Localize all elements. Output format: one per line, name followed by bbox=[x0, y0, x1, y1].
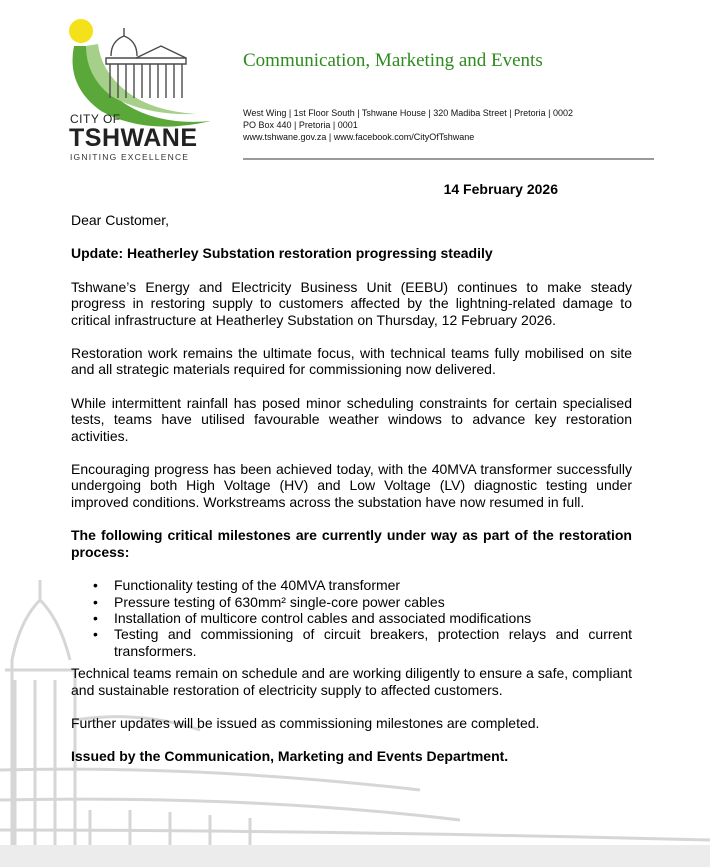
logo-tshwane: TSHWANE bbox=[69, 124, 198, 152]
subject-line: Update: Heatherley Substation restoration progressing steadily bbox=[71, 245, 493, 262]
department-title: Communication, Marketing and Events bbox=[243, 50, 543, 71]
address-line-3: www.tshwane.gov.za | www.facebook.com/CityOfTshwane bbox=[243, 132, 475, 142]
header-divider bbox=[243, 158, 654, 160]
paragraph: While intermittent rainfall has posed minor scheduling constraints for certain specialised tests, teams have utilised favourable weather windows to advance key restoration activities. bbox=[71, 394, 632, 444]
paragraph: Encouraging progress has been achieved today, with the 40MVA transformer successfully undergoing both High Voltage (HV) and Low Voltage (LV) diagnostic testing under improved conditions. Workstreams across the substation have now resumed in full. bbox=[71, 461, 632, 510]
closing-paragraph: Further updates will be issued as commissioning milestones are completed. bbox=[71, 714, 540, 731]
letter-date: 14 February 2026 bbox=[443, 181, 558, 197]
list-item: • Installation of multicore control cables and associated modifications bbox=[114, 610, 632, 626]
address-line-2: PO Box 440 | Pretoria | 0001 bbox=[243, 120, 358, 130]
logo-city-of: CITY OF bbox=[70, 112, 121, 126]
list-item: • Functionality testing of the 40MVA transformer bbox=[114, 577, 632, 593]
salutation: Dear Customer, bbox=[71, 212, 170, 228]
sun-icon bbox=[69, 19, 93, 43]
address-line-1: West Wing | 1st Floor South | Tshwane House | 320 Madiba Street | Pretoria | 0002 bbox=[243, 108, 574, 118]
paragraph: Tshwane’s Energy and Electricity Business Unit (EEBU) continues to make steady progress in restoring supply to customers affected by the lightning-related damage to critical infrastructure at Heatherley Substation on Thursday, 12 February 2026. bbox=[71, 278, 632, 328]
milestones-heading: The following critical milestones are currently under way as part of the restoration process: bbox=[71, 527, 632, 560]
signoff: Issued by the Communication, Marketing and Events Department. bbox=[71, 748, 509, 765]
letter-body bbox=[71, 212, 632, 782]
building-icon bbox=[106, 28, 186, 98]
list-item: • Pressure testing of 630mm² single-core power cables bbox=[114, 594, 632, 610]
closing-paragraph: Technical teams remain on schedule and are working diligently to ensure a safe, compliant and sustainable restoration of electricity supply to affected customers. bbox=[71, 665, 632, 698]
address-block bbox=[243, 107, 573, 143]
logo-tagline: IGNITING EXCELLENCE bbox=[70, 152, 190, 162]
paragraph: Restoration work remains the ultimate focus, with technical teams fully mobilised on site and all strategic materials required for commissioning now delivered. bbox=[71, 345, 632, 378]
milestones-list bbox=[71, 577, 632, 659]
list-item: • Testing and commissioning of circuit breakers, protection relays and current transformers. bbox=[114, 626, 632, 659]
